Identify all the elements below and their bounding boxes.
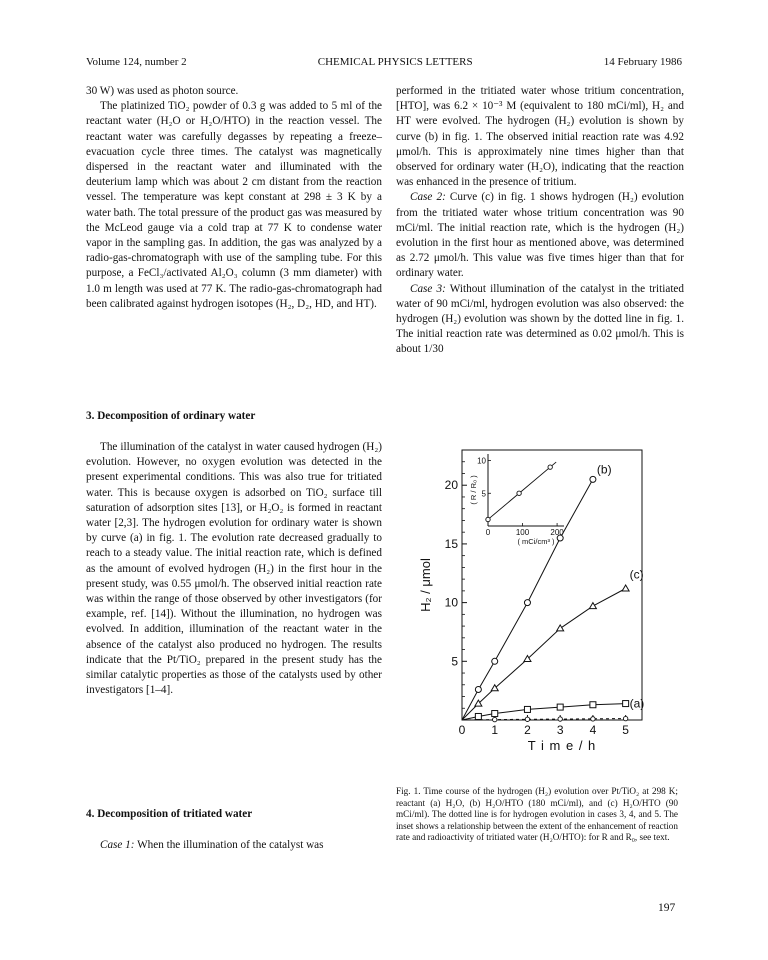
x-tick-label: 5	[622, 723, 629, 737]
data-point	[524, 600, 530, 606]
paragraph-case1-continued: performed in the tritiated water whose tritium concentration, [HTO], was 6.2 × 10⁻³ M (equivalent to 180 mCi/ml), H₂ and HT were evolved. The hydrogen (H₂) evolution is shown by curve (b) in fig. 1. The observed initial reaction rate was 4.92 μmol/h. This is approximately nine times higher than that observed for ordinary water (H₂O), indicating that the reaction was enhanced in the presence of tritium.	[396, 85, 684, 189]
figure-1-chart	[412, 440, 682, 785]
inset-data-point	[548, 465, 552, 469]
inset-data-point	[486, 517, 490, 521]
data-point	[557, 704, 563, 710]
paragraph-ordinary-water: The illumination of the catalyst in water caused hydrogen (H₂) evolution. However, no oxygen evolution was detected in the present experimental conditions. This was also true for tritiated water. This is because oxygen is adsorbed on TiO₂ surface till saturation of adsorption sites [13], or H₂O₂ is formed in reactant water [2,3]. The hydrogen evolution for ordinary water is shown by curve (a) in fig. 1. The evolution rate decreased gradually to reach to a steady value. The initial reaction rate, which is defined as the amount of evolved hydrogen (H₂) in the first hour in the present study, was 0.55 μmol/h. The observed initial reaction rate was within the range of those observed by other investigators (for example, ref. [14]). Without the illumination, no hydrogen was evolved. In addition, illumination of the reactant water in the absence of the catalyst also produced no hydrogen. The results indicate that the Pt/TiO₂ prepared in the present study has the similar catalytic properties as those of the catalysts used by other investigators [1–4].	[86, 441, 382, 697]
data-point	[492, 658, 498, 664]
data-point	[622, 585, 629, 591]
y-tick-label: 5	[451, 654, 458, 669]
inset-y-label: ( R / R₀ )	[469, 475, 478, 505]
header-volume: Volume 124, number 2	[86, 56, 187, 68]
series-label: (b)	[596, 462, 612, 477]
data-point	[475, 713, 481, 719]
paragraph-case2	[396, 190, 684, 281]
header-date: 14 February 1986	[603, 56, 682, 68]
inset-x-tick-label: 100	[515, 528, 530, 537]
right-column-top	[396, 84, 684, 358]
data-point	[524, 706, 530, 712]
y-tick-label: 10	[444, 595, 458, 610]
inset-data-point	[517, 491, 521, 495]
data-point	[475, 686, 481, 692]
header-journal: CHEMICAL PHYSICS LETTERS	[317, 56, 473, 68]
x-tick-label: 1	[491, 723, 499, 737]
figure-1-caption: Fig. 1. Time course of the hydrogen (H₂) evolution over Pt/TiO₂ at 298 K; reactant (a) H₂O, (b) H₂O/HTO (180 mCi/ml), and (c) H₂O/HTO (90 mCi/ml). The dotted line is for hydrogen evolution in cases 3, 4, and 5. The inset shows a relationship between the extent of the enhancement of reaction rate and radioactivity of tritiated water (H₂O/HTO): for R and R₀, see text.	[396, 786, 678, 843]
data-point	[623, 716, 627, 720]
paragraph-case1-start	[86, 838, 382, 853]
running-header	[86, 56, 682, 72]
page-number: 197	[658, 902, 676, 914]
data-point	[525, 717, 529, 721]
series-line-a	[462, 704, 626, 720]
x-tick-label: 0	[458, 723, 466, 737]
data-point	[558, 717, 562, 721]
left-column-top	[86, 84, 382, 312]
series-line-c	[462, 589, 626, 721]
x-axis-label: T i m e / h	[527, 738, 597, 753]
case2-label: Case 2:	[410, 191, 446, 204]
case1-start-text: When the illumination of the catalyst was	[134, 839, 324, 851]
inset-fit-line	[488, 462, 556, 519]
case1-label: Case 1:	[100, 839, 135, 851]
data-point	[557, 625, 564, 631]
series-label: (a)	[629, 696, 645, 711]
data-point	[492, 711, 498, 717]
section-3-body	[86, 440, 382, 698]
section-3-heading: 3. Decomposition of ordinary water	[86, 410, 256, 422]
data-point	[589, 603, 596, 609]
y-axis-label: H₂ / μmol	[418, 558, 433, 612]
x-tick-label: 3	[556, 723, 564, 737]
inset-x-label: ( mCi/cm³ )	[517, 537, 555, 546]
plot-frame	[462, 450, 642, 720]
case2-text: Curve (c) in fig. 1 shows hydrogen (H₂) evolution from the tritiated water whose tritium concentration was 90 mCi/ml. The initial reaction rate, which is the hydrogen (H₂) evolution in the first hour as mentioned above, was determined as 2.72 μmol/h. This value was five times higer than that for ordinary water.	[396, 191, 684, 280]
section-4-case1-start	[86, 838, 382, 853]
inset-x-tick-label: 200	[550, 528, 564, 537]
section-4-heading: 4. Decomposition of tritiated water	[86, 808, 253, 820]
x-tick-label: 4	[589, 723, 597, 737]
series-label: (c)	[629, 567, 644, 582]
y-tick-label: 15	[444, 536, 458, 551]
inset-y-tick-label: 10	[477, 456, 486, 466]
x-tick-label: 2	[524, 723, 531, 737]
data-point	[590, 476, 596, 482]
case3-text: Without illumination of the catalyst in the tritiated water of 90 mCi/ml, hydrogen evolution was also observed: the hydrogen (H₂) evolution was shown by the dotted line in fig. 1. The initial reaction rate was determined as 0.02 μmol/h. This is about 1/30	[396, 282, 684, 356]
paragraph-case3	[396, 282, 684, 358]
data-point	[591, 717, 595, 721]
paragraph-methods: The platinized TiO₂ powder of 0.3 g was added to 5 ml of the reactant water (H₂O or H₂O/HTO) in the reaction vessel. The reactant water was carefully degasses by repeating a freeze–evacuation cycle three times. The catalyst was magnetically dispersed in the reactant water and illuminated with the deuterium lamp which was about 2 cm distant from the reaction vessel. The temperature was kept constant at 298 ± 3 K by a water bath. The total pressure of the product gas was measured by the McLeod gauge via a cold trap at 77 K to condense water vapor in the sampling gas. In addition, the gas was analyzed by a radio-gas-chromatograph with use of the sampling tube. For this purpose, a FeCl₃/activated Al₂O₃ column (3 mm diameter) with 1.0 m length was used at 77 K. The radio-gas-chromatograph had been calibrated against hydrogen isotopes (H₂, D₂, HD, and HT).	[86, 100, 382, 310]
case3-label: Case 3:	[410, 282, 446, 295]
inset-y-tick-label: 5	[481, 489, 486, 499]
data-point	[590, 702, 596, 708]
data-point	[493, 717, 497, 721]
inset-x-tick-label: 0	[485, 528, 491, 537]
paragraph-photon-source: 30 W) was used as photon source.	[86, 85, 239, 97]
data-point	[623, 701, 629, 707]
y-tick-label: 20	[444, 478, 458, 493]
